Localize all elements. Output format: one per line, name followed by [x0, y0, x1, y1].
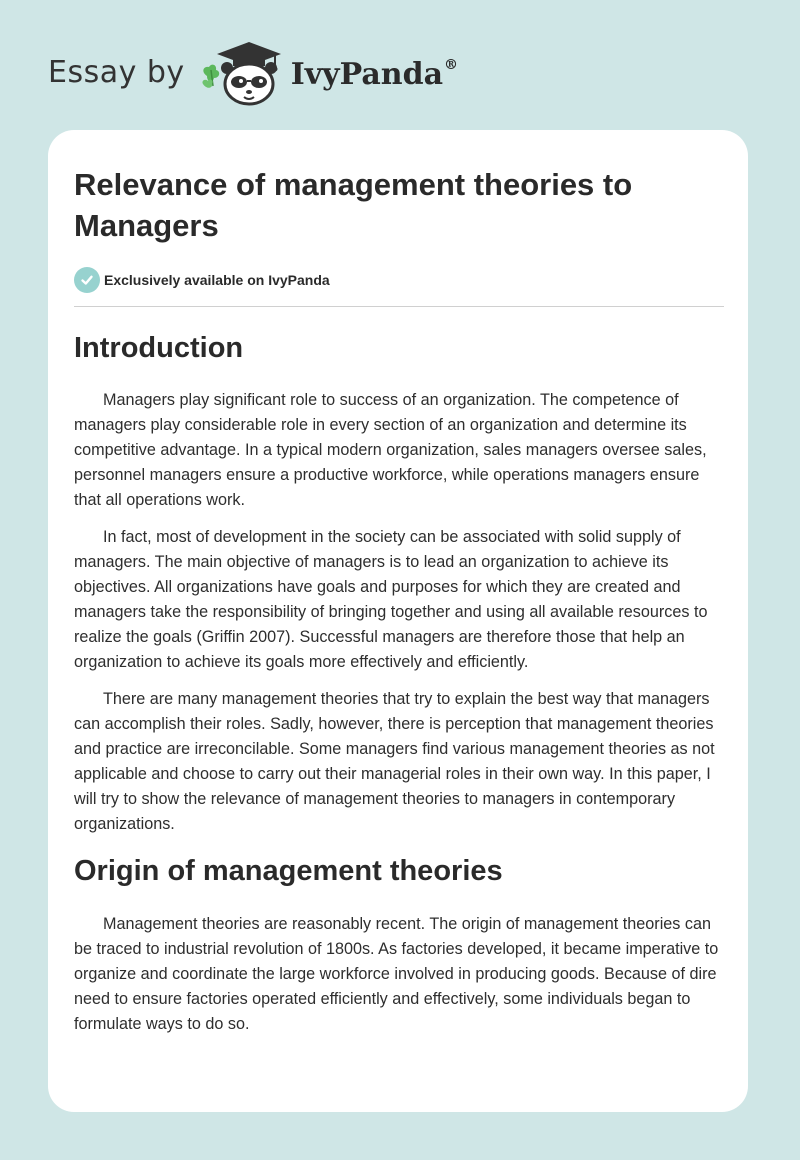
ivy-leaf-icon — [202, 65, 219, 88]
exclusive-badge — [74, 266, 724, 294]
essay-by-label: Essay by — [48, 54, 185, 90]
divider — [74, 306, 724, 307]
panda-logo-icon[interactable] — [199, 36, 287, 108]
essay-card — [48, 130, 748, 1112]
site-header — [48, 36, 458, 108]
section-heading-introduction: Introduction — [74, 332, 244, 364]
brand-name[interactable]: IvyPanda® — [290, 56, 459, 92]
paragraph: Management theories are reasonably recent. The origin of management theories can be traced to industrial revolution of 1800s. As factories developed, it became imperative to organize and coordinate the large workforce involved in producing goods. Because of dire need to ensure factories operated efficiently and effectively, some individuals began to formulate ways to do so. — [74, 915, 719, 1033]
checkmark-icon — [74, 267, 100, 293]
section-heading-origin: Origin of management theories — [74, 855, 503, 887]
paragraph: In fact, most of development in the society can be associated with solid supply of managers. The main objective of managers is to lead an organization to achieve its objectives. All organizations have goals and purposes for which they are created and managers take the responsibility of bringing together and using all available resources to realize the goals (Griffin 2007). Successful managers are therefore those that help an organization to achieve its goals more effectively and efficiently. — [74, 528, 708, 671]
exclusive-badge-text: Exclusively available on IvyPanda — [104, 272, 330, 288]
paragraph: There are many management theories that try to explain the best way that managers can accomplish their roles. Sadly, however, there is perception that management theories and practice are irreconcilable. Some managers find various management theories as not applicable and choose to carry out their managerial roles in their own way. In this paper, I will try to show the relevance of management theories to managers in contemporary organizations. — [74, 690, 715, 833]
essay-content — [74, 164, 724, 1049]
paragraph: Managers play significant role to success of an organization. The competence of managers play considerable role in every section of an organization and determine its competitive advantage. In a typical modern organization, sales managers oversee sales, personnel managers ensure a productive workforce, while operations managers ensure that all operations work. — [74, 391, 707, 509]
registered-mark: ® — [444, 56, 459, 73]
page-title: Relevance of management theories to Managers — [74, 167, 633, 243]
